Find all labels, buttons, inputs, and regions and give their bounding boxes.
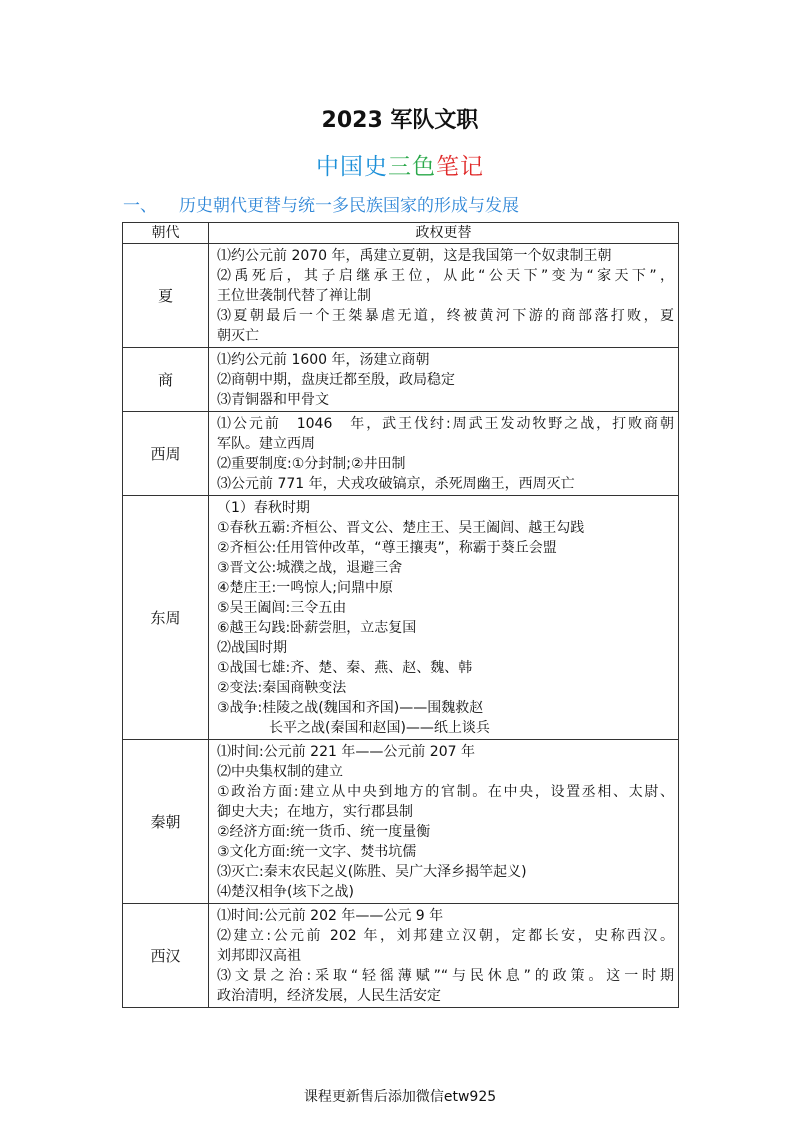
event-line: ⑥越王勾践:卧薪尝胆，立志复国 [217, 620, 417, 636]
table-row [123, 740, 679, 904]
event-line: 政治清明，经济发展，人民生活安定 [217, 988, 441, 1004]
event-line: ⑴时间:公元前 221 年——公元前 207 年 [217, 744, 475, 760]
dynasty-cell: 西周 [123, 412, 209, 496]
dynasty-cell: 商 [123, 348, 209, 412]
table-header-row [123, 223, 679, 244]
event-line: ⑶夏朝最后一个王桀暴虐无道，终被黄河下游的商部落打败，夏 [217, 308, 674, 324]
subtitle-part-2: 三色 [388, 154, 436, 180]
column-header-events: 政权更替 [209, 223, 679, 244]
event-line: 王位世袭制代替了禅让制 [217, 288, 371, 304]
table-body [123, 244, 679, 1008]
dynasty-cell: 西汉 [123, 904, 209, 1008]
events-cell [209, 740, 679, 904]
event-line: ⑴约公元前 2070 年，禹建立夏朝，这是我国第一个奴隶制王朝 [217, 248, 612, 264]
event-line: ⑵战国时期 [217, 640, 287, 656]
event-line: ②变法:秦国商鞅变法 [217, 680, 347, 696]
event-line: ⑤吴王阖闾:三令五由 [217, 600, 347, 616]
event-line: ⑵商朝中期，盘庚迁都至殷，政局稳定 [217, 372, 455, 388]
event-line: ⑴约公元前 1600 年，汤建立商朝 [217, 352, 430, 368]
event-line: ④楚庄王:一鸣惊人;问鼎中原 [217, 580, 393, 596]
table-row [123, 496, 679, 740]
section-title: 历史朝代更替与统一多民族国家的形成与发展 [179, 196, 519, 216]
event-line: ⑴公元前 1046 年，武王伐纣:周武王发动牧野之战，打败商朝 [217, 416, 674, 432]
event-line: ②齐桓公:任用管仲改革，“尊王攘夷”，称霸于葵丘会盟 [217, 540, 557, 556]
event-line: ⑶灭亡:秦末农民起义(陈胜、吴广大泽乡揭竿起义) [217, 864, 527, 880]
page-title: 2023 军队文职 [321, 108, 479, 133]
event-line: ⑵禹死后，其子启继承王位，从此“公天下”变为“家天下”， [217, 268, 674, 284]
footer-note: 课程更新售后添加微信etw925 [303, 1089, 497, 1105]
section-number: 一、 [123, 196, 157, 216]
events-cell [209, 412, 679, 496]
event-line: ⑶青铜器和甲骨文 [217, 392, 329, 408]
events-cell [209, 904, 679, 1008]
event-line: ⑵重要制度:①分封制;②井田制 [217, 456, 406, 472]
events-cell [209, 348, 679, 412]
event-line: ⑷楚汉相争(垓下之战) [217, 884, 354, 900]
section-heading [123, 191, 519, 216]
event-line: ③战争:桂陵之战(魏国和齐国)——围魏救赵 [217, 700, 484, 716]
event-line: 长平之战(秦国和赵国)——纸上谈兵 [269, 720, 490, 736]
event-line: ②经济方面:统一货币、统一度量衡 [217, 824, 431, 840]
event-line: ③晋文公:城濮之战，退避三舍 [217, 560, 403, 576]
table-row [123, 348, 679, 412]
event-line: （1）春秋时期 [217, 500, 310, 516]
events-cell [209, 496, 679, 740]
table-row [123, 412, 679, 496]
dynasty-table [122, 222, 679, 1008]
dynasty-cell: 夏 [123, 244, 209, 348]
event-line: ⑶公元前 771 年，犬戎攻破镐京，杀死周幽王，西周灭亡 [217, 476, 575, 492]
table-row [123, 244, 679, 348]
page-subtitle [0, 148, 800, 181]
subtitle-part-3: 笔记 [436, 154, 484, 180]
dynasty-cell: 东周 [123, 496, 209, 740]
column-header-dynasty: 朝代 [123, 223, 209, 244]
event-line: 御史大夫；在地方，实行郡县制 [217, 804, 413, 820]
event-line: ⑵中央集权制的建立 [217, 764, 343, 780]
event-line: ⑵建立:公元前 202 年，刘邦建立汉朝，定都长安，史称西汉。 [217, 928, 674, 944]
event-line: ⑶文景之治:采取“轻徭薄赋”“与民休息”的政策。这一时期 [217, 968, 674, 984]
table-row [123, 904, 679, 1008]
events-cell [209, 244, 679, 348]
event-line: ⑴时间:公元前 202 年——公元 9 年 [217, 908, 444, 924]
event-line: ①政治方面:建立从中央到地方的官制。在中央，设置丞相、太尉、 [217, 784, 674, 800]
event-line: ①春秋五霸:齐桓公、晋文公、楚庄王、吴王阖闾、越王勾践 [217, 520, 585, 536]
event-line: 朝灭亡 [217, 328, 259, 344]
subtitle-part-1: 中国史 [316, 154, 388, 180]
event-line: 军队。建立西周 [217, 436, 315, 452]
event-line: ①战国七雄:齐、楚、秦、燕、赵、魏、韩 [217, 660, 473, 676]
dynasty-cell: 秦朝 [123, 740, 209, 904]
event-line: 刘邦即汉高祖 [217, 948, 301, 964]
event-line: ③文化方面:统一文字、焚书坑儒 [217, 844, 417, 860]
